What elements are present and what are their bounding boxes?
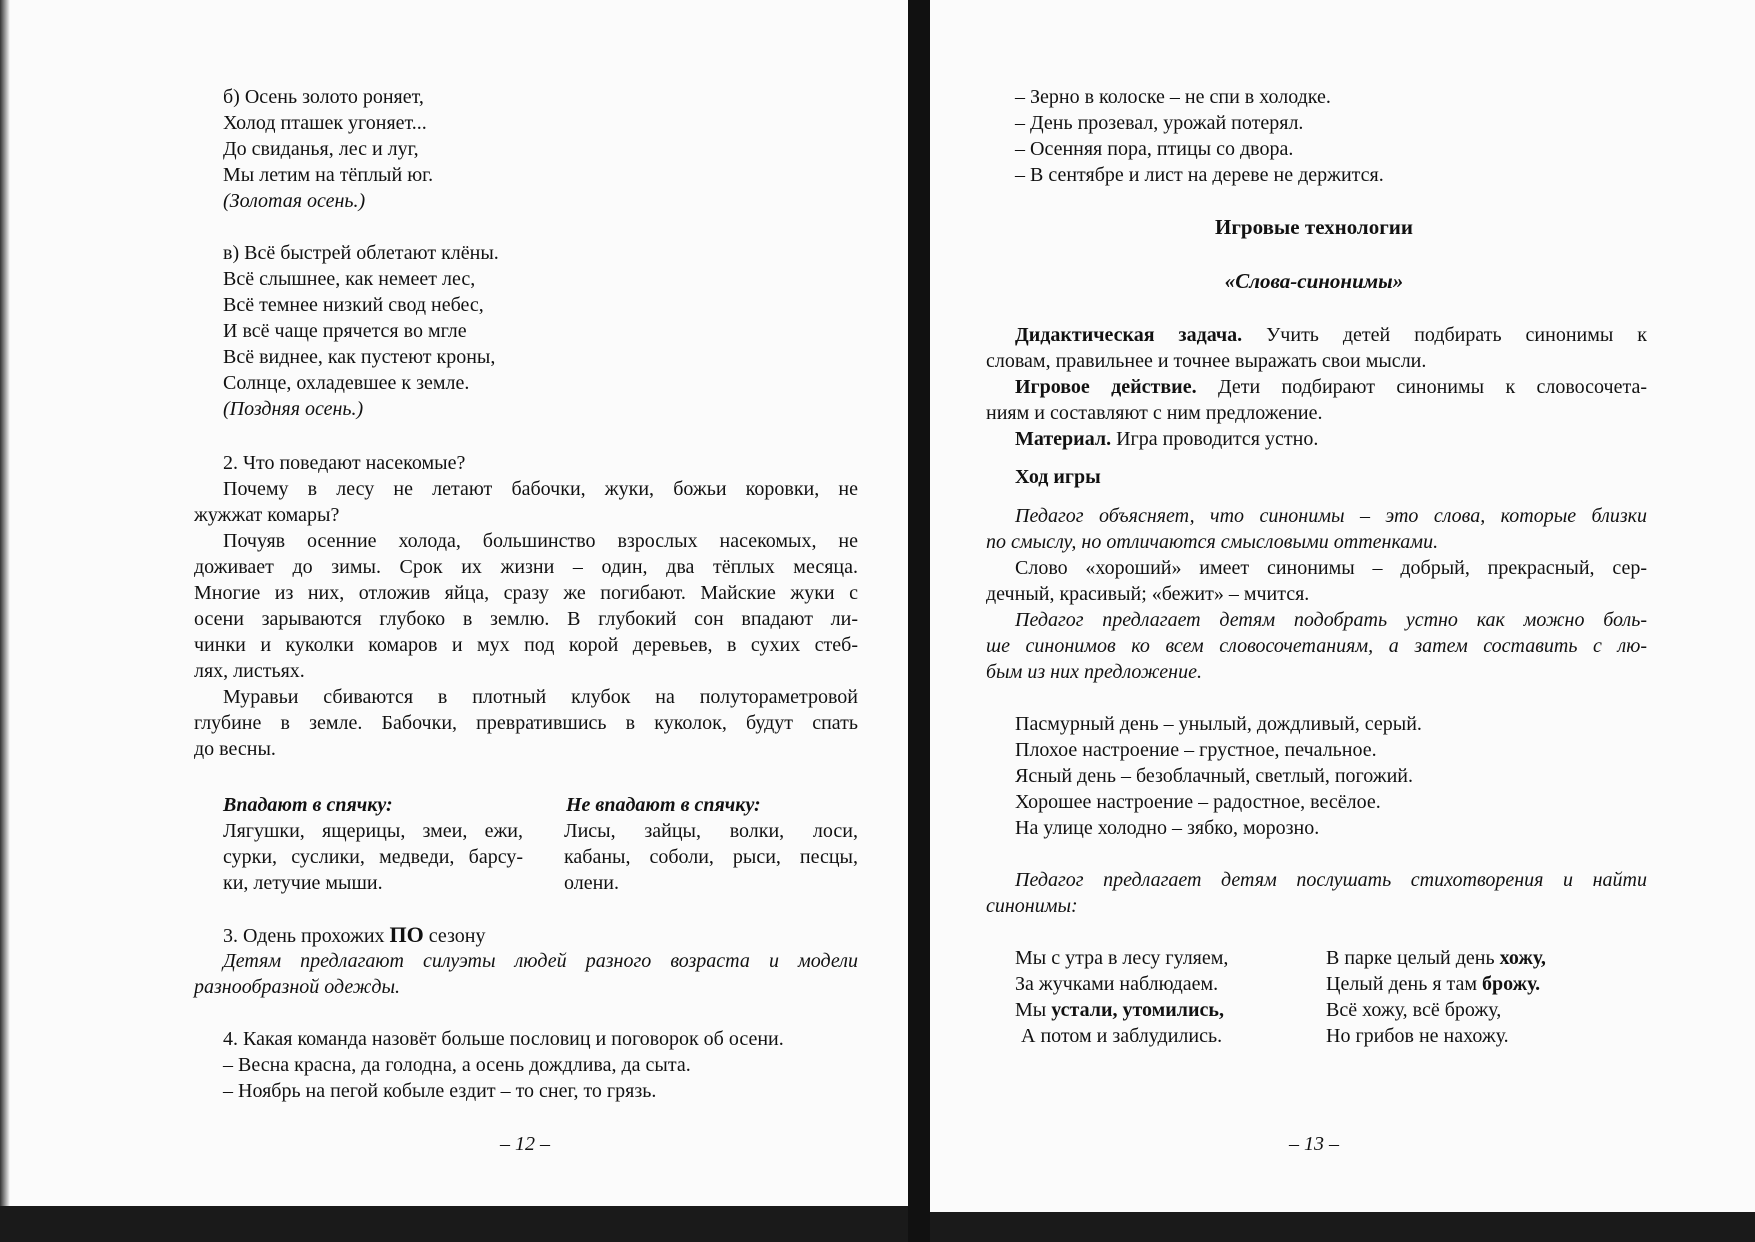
poem-intro-line: синонимы: — [986, 895, 1078, 917]
hibernate-col1-title: Впадают в спячку: — [223, 794, 393, 816]
synonym-line: Плохое настроение – грустное, печальное. — [1015, 739, 1377, 761]
poem-c-line: в) Всё быстрей облетают клёны. — [223, 242, 499, 264]
hibernate-col1-line: Лягушки, ящерицы, змеи, ежи, — [223, 820, 523, 842]
poem-c-answer: (Поздняя осень.) — [223, 398, 364, 420]
poem1-line — [1015, 997, 1224, 1024]
synonym-line: На улице холодно – зябко, морозно. — [1015, 817, 1320, 839]
q2-p2-line: лях, листьях. — [194, 660, 305, 682]
proverb: – Осенняя пора, птицы со двора. — [1015, 138, 1294, 160]
poem2-line — [1326, 971, 1540, 998]
hibernate-col1-line: ки, летучие мыши. — [223, 872, 383, 894]
q2-p2-line: Почуяв осенние холода, большинство взрослых насекомых, не — [223, 530, 858, 552]
poem2-line1-pre: В парке целый день — [1326, 947, 1500, 969]
q3-title-post: сезону — [423, 925, 486, 947]
synonym-line: Ясный день – безоблачный, светлый, погожий. — [1015, 765, 1413, 787]
task-label: Дидактическая задача. — [1015, 324, 1243, 346]
poem1-line: Мы с утра в лесу гуляем, — [1015, 947, 1229, 969]
hibernate-col1-line: сурки, суслики, медведи, барсу- — [223, 846, 523, 868]
q2-p1-line: Почему в лесу не летают бабочки, жуки, божьи коровки, не — [223, 478, 858, 500]
page-number-left: – 12 – — [500, 1133, 550, 1155]
page-number-right: – 13 – — [1289, 1133, 1339, 1155]
poem-b-line: Мы летим на тёплый юг. — [223, 164, 434, 186]
task-line — [1015, 322, 1647, 349]
material-text: Игра проводится устно. — [1116, 428, 1319, 450]
q2-p3-line: Муравьи сбиваются в плотный клубок на полутораметровой — [223, 686, 858, 708]
section-title: Игровые технологии — [1215, 215, 1413, 239]
material-label: Материал. — [1015, 428, 1112, 450]
poem-intro-line: Педагог предлагает детям послушать стихотворения и найти — [1015, 869, 1647, 891]
q2-p2-line: чинки и куколки комаров и мух под корой деревьев, в сухих стеб- — [194, 634, 858, 656]
action-text-line: ниям и составляют с ним предложение. — [986, 402, 1323, 424]
poem2-line: Но грибов не нахожу. — [1326, 1025, 1509, 1047]
poem1-line: А потом и заблудились. — [1021, 1025, 1223, 1047]
poem2-line — [1326, 945, 1546, 972]
suggest-line: бым из них предложение. — [986, 661, 1202, 683]
q3-title-bold: ПО — [389, 922, 424, 947]
synonym-line: Пасмурный день – унылый, дождливый, серый. — [1015, 713, 1422, 735]
q2-p2-line: Многие из них, отложив яйца, сразу же погибают. Майские жуки с — [194, 582, 858, 604]
poem-c-line: И всё чаще прячется во мгле — [223, 320, 467, 342]
poem1-line3-bold: устали, утомились, — [1051, 999, 1225, 1021]
hibernate-col2-title: Не впадают в спячку: — [566, 794, 761, 816]
task-text: Учить детей подбирать синонимы к — [1266, 324, 1648, 346]
action-line — [1015, 374, 1647, 401]
q2-p3-line: глубине в земле. Бабочки, превратившись в куколок, будут спать — [194, 712, 858, 734]
poem-c-line: Всё виднее, как пустеют кроны, — [223, 346, 496, 368]
action-label: Игровое действие. — [1015, 376, 1197, 398]
q4-item: – Весна красна, да голодна, а осень дождлива, да сыта. — [223, 1054, 691, 1076]
q2-p2-line: доживает до зимы. Срок их жизни – один, два тёплых месяца. — [194, 556, 858, 578]
poem-c-line: Всё слышнее, как немеет лес, — [223, 268, 476, 290]
q3-title-pre: 3. Одень прохожих — [223, 925, 390, 947]
explain-line: по смыслу, но отличаются смысловыми оттенками. — [986, 531, 1439, 553]
q3-desc-line: Детям предлагают силуэты людей разного возраста и модели — [223, 950, 858, 972]
poem1-line: За жучками наблюдаем. — [1015, 973, 1219, 995]
q4-item: – Ноябрь на пегой кобыле ездит – то снег, то грязь. — [223, 1080, 657, 1102]
suggest-line: ше синонимов ко всем словосочетаниям, а затем составить с лю- — [986, 635, 1647, 657]
right-page — [930, 0, 1755, 1212]
hibernate-col2-line: олени. — [564, 872, 619, 894]
poem-b-line: б) Осень золото роняет, — [223, 86, 424, 108]
poem-b-line: До свиданья, лес и луг, — [223, 138, 419, 160]
synonym-line: Хорошее настроение – радостное, весёлое. — [1015, 791, 1381, 813]
example-line: дечный, красивый; «бежит» – мчится. — [986, 583, 1310, 605]
q2-p1-line: жужжат комары? — [194, 504, 340, 526]
q2-p2-line: осени зарываются глубоко в землю. В глубокий сон впадают ли- — [194, 608, 858, 630]
proverb: – День прозевал, урожай потерял. — [1015, 112, 1304, 134]
action-text: Дети подбирают синонимы к словосочета- — [1217, 376, 1647, 398]
proverb: – Зерно в колоске – не спи в холодке. — [1015, 86, 1331, 108]
q4-title: 4. Какая команда назовёт больше пословиц и поговорок об осени. — [223, 1028, 784, 1050]
proverb: – В сентябре и лист на дереве не держится. — [1015, 164, 1384, 186]
explain-line: Педагог объясняет, что синонимы – это слова, которые близки — [1015, 505, 1647, 527]
task-text-line: словам, правильнее и точнее выражать свои мысли. — [986, 350, 1427, 372]
left-text-column — [192, 0, 858, 1206]
poem1-line3-pre: Мы — [1015, 999, 1052, 1021]
book-spine — [908, 0, 930, 1242]
poem2-line2-bold: брожу. — [1482, 973, 1541, 995]
right-text-column — [981, 0, 1647, 1212]
course-title: Ход игры — [1015, 466, 1101, 488]
hibernate-col2-line: Лисы, зайцы, волки, лоси, — [564, 820, 858, 842]
poem2-line1-bold: хожу, — [1499, 947, 1546, 969]
poem2-line2-pre: Целый день я там — [1326, 973, 1483, 995]
q2-p3-line: до весны. — [194, 738, 276, 760]
material-line — [1015, 426, 1318, 453]
q2-title: 2. Что поведают насекомые? — [223, 452, 466, 474]
poem2-line: Всё хожу, всё брожу, — [1326, 999, 1502, 1021]
hibernate-col2-line: кабаны, соболи, рыси, песцы, — [564, 846, 858, 868]
suggest-line: Педагог предлагает детям подобрать устно как можно боль- — [1015, 609, 1647, 631]
poem-b-answer: (Золотая осень.) — [223, 190, 366, 212]
q3-desc-line: разнообразной одежды. — [194, 976, 400, 998]
q3-title — [223, 922, 486, 950]
poem-c-line: Всё темнее низкий свод небес, — [223, 294, 484, 316]
poem-b-line: Холод пташек угоняет... — [223, 112, 427, 134]
poem-c-line: Солнце, охладевшее к земле. — [223, 372, 470, 394]
example-line: Слово «хороший» имеет синонимы – добрый, прекрасный, сер- — [1015, 557, 1647, 579]
game-title: «Слова-синонимы» — [1224, 269, 1404, 293]
